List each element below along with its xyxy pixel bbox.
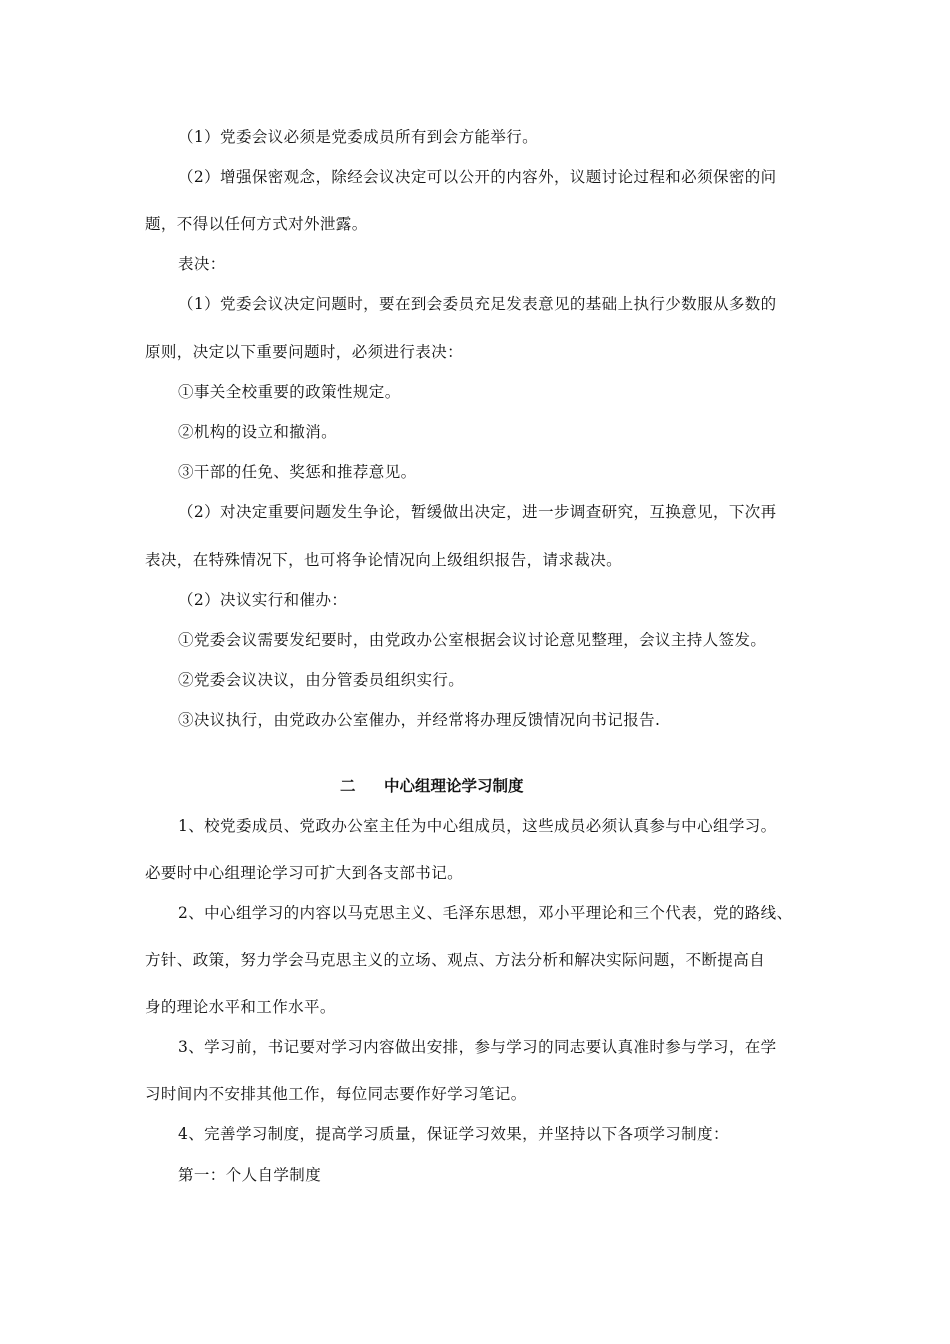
vote-label: 表决： (178, 255, 226, 273)
paragraph-line: （2）对决定重要问题发生争论，暂缓做出决定，进一步调查研究，互换意见，下次再 (178, 503, 777, 521)
section-title: 中心组理论学习制度 (384, 776, 524, 795)
paragraph-line: 1、校党委成员、党政办公室主任为中心组成员，这些成员必须认真参与中心组学习。 (178, 817, 777, 835)
paragraph-line: 3、学习前，书记要对学习内容做出安排，参与学习的同志要认真准时参与学习，在学 (178, 1038, 777, 1056)
section-number: 二 (340, 776, 356, 795)
paragraph: （1）党委会议必须是党委成员所有到会方能举行。 (178, 128, 539, 146)
list-item: ③决议执行，由党政办公室催办，并经常将办理反馈情况向书记报告. (178, 711, 661, 729)
paragraph-line: 习时间内不安排其他工作，每位同志要作好学习笔记。 (145, 1085, 527, 1103)
paragraph-line: 2、中心组学习的内容以马克思主义、毛泽东思想，邓小平理论和三个代表，党的路线、 (178, 904, 793, 922)
list-item: ①党委会议需要发纪要时，由党政办公室根据会议讨论意见整理，会议主持人签发。 (178, 631, 767, 649)
list-item: ①事关全校重要的政策性规定。 (178, 383, 401, 401)
list-item: ②党委会议决议，由分管委员组织实行。 (178, 671, 465, 689)
paragraph-line: （1）党委会议决定问题时，要在到会委员充足发表意见的基础上执行少数服从多数的 (178, 295, 777, 313)
paragraph-line: 原则，决定以下重要问题时，必须进行表决： (145, 343, 464, 361)
list-item: ②机构的设立和撤消。 (178, 423, 338, 441)
paragraph: 第一：个人自学制度 (178, 1166, 322, 1184)
list-item: ③干部的任免、奖惩和推荐意见。 (178, 463, 417, 481)
section-heading (340, 777, 524, 795)
paragraph-line: 表决，在特殊情况下，也可将争论情况向上级组织报告，请求裁决。 (145, 551, 623, 569)
paragraph-line: 方针、政策，努力学会马克思主义的立场、观点、方法分析和解决实际问题，不断提高自 (145, 951, 766, 969)
paragraph-line: 必要时中心组理论学习可扩大到各支部书记。 (145, 864, 464, 882)
paragraph: （2）决议实行和催办： (178, 591, 348, 609)
paragraph-line: （2）增强保密观念，除经会议决定可以公开的内容外，议题讨论过程和必须保密的问 (178, 168, 777, 186)
paragraph-line: 身的理论水平和工作水平。 (145, 998, 336, 1016)
paragraph: 4、完善学习制度，提高学习质量，保证学习效果，并坚持以下各项学习制度： (178, 1125, 729, 1143)
paragraph-line: 题，不得以任何方式对外泄露。 (145, 215, 368, 233)
